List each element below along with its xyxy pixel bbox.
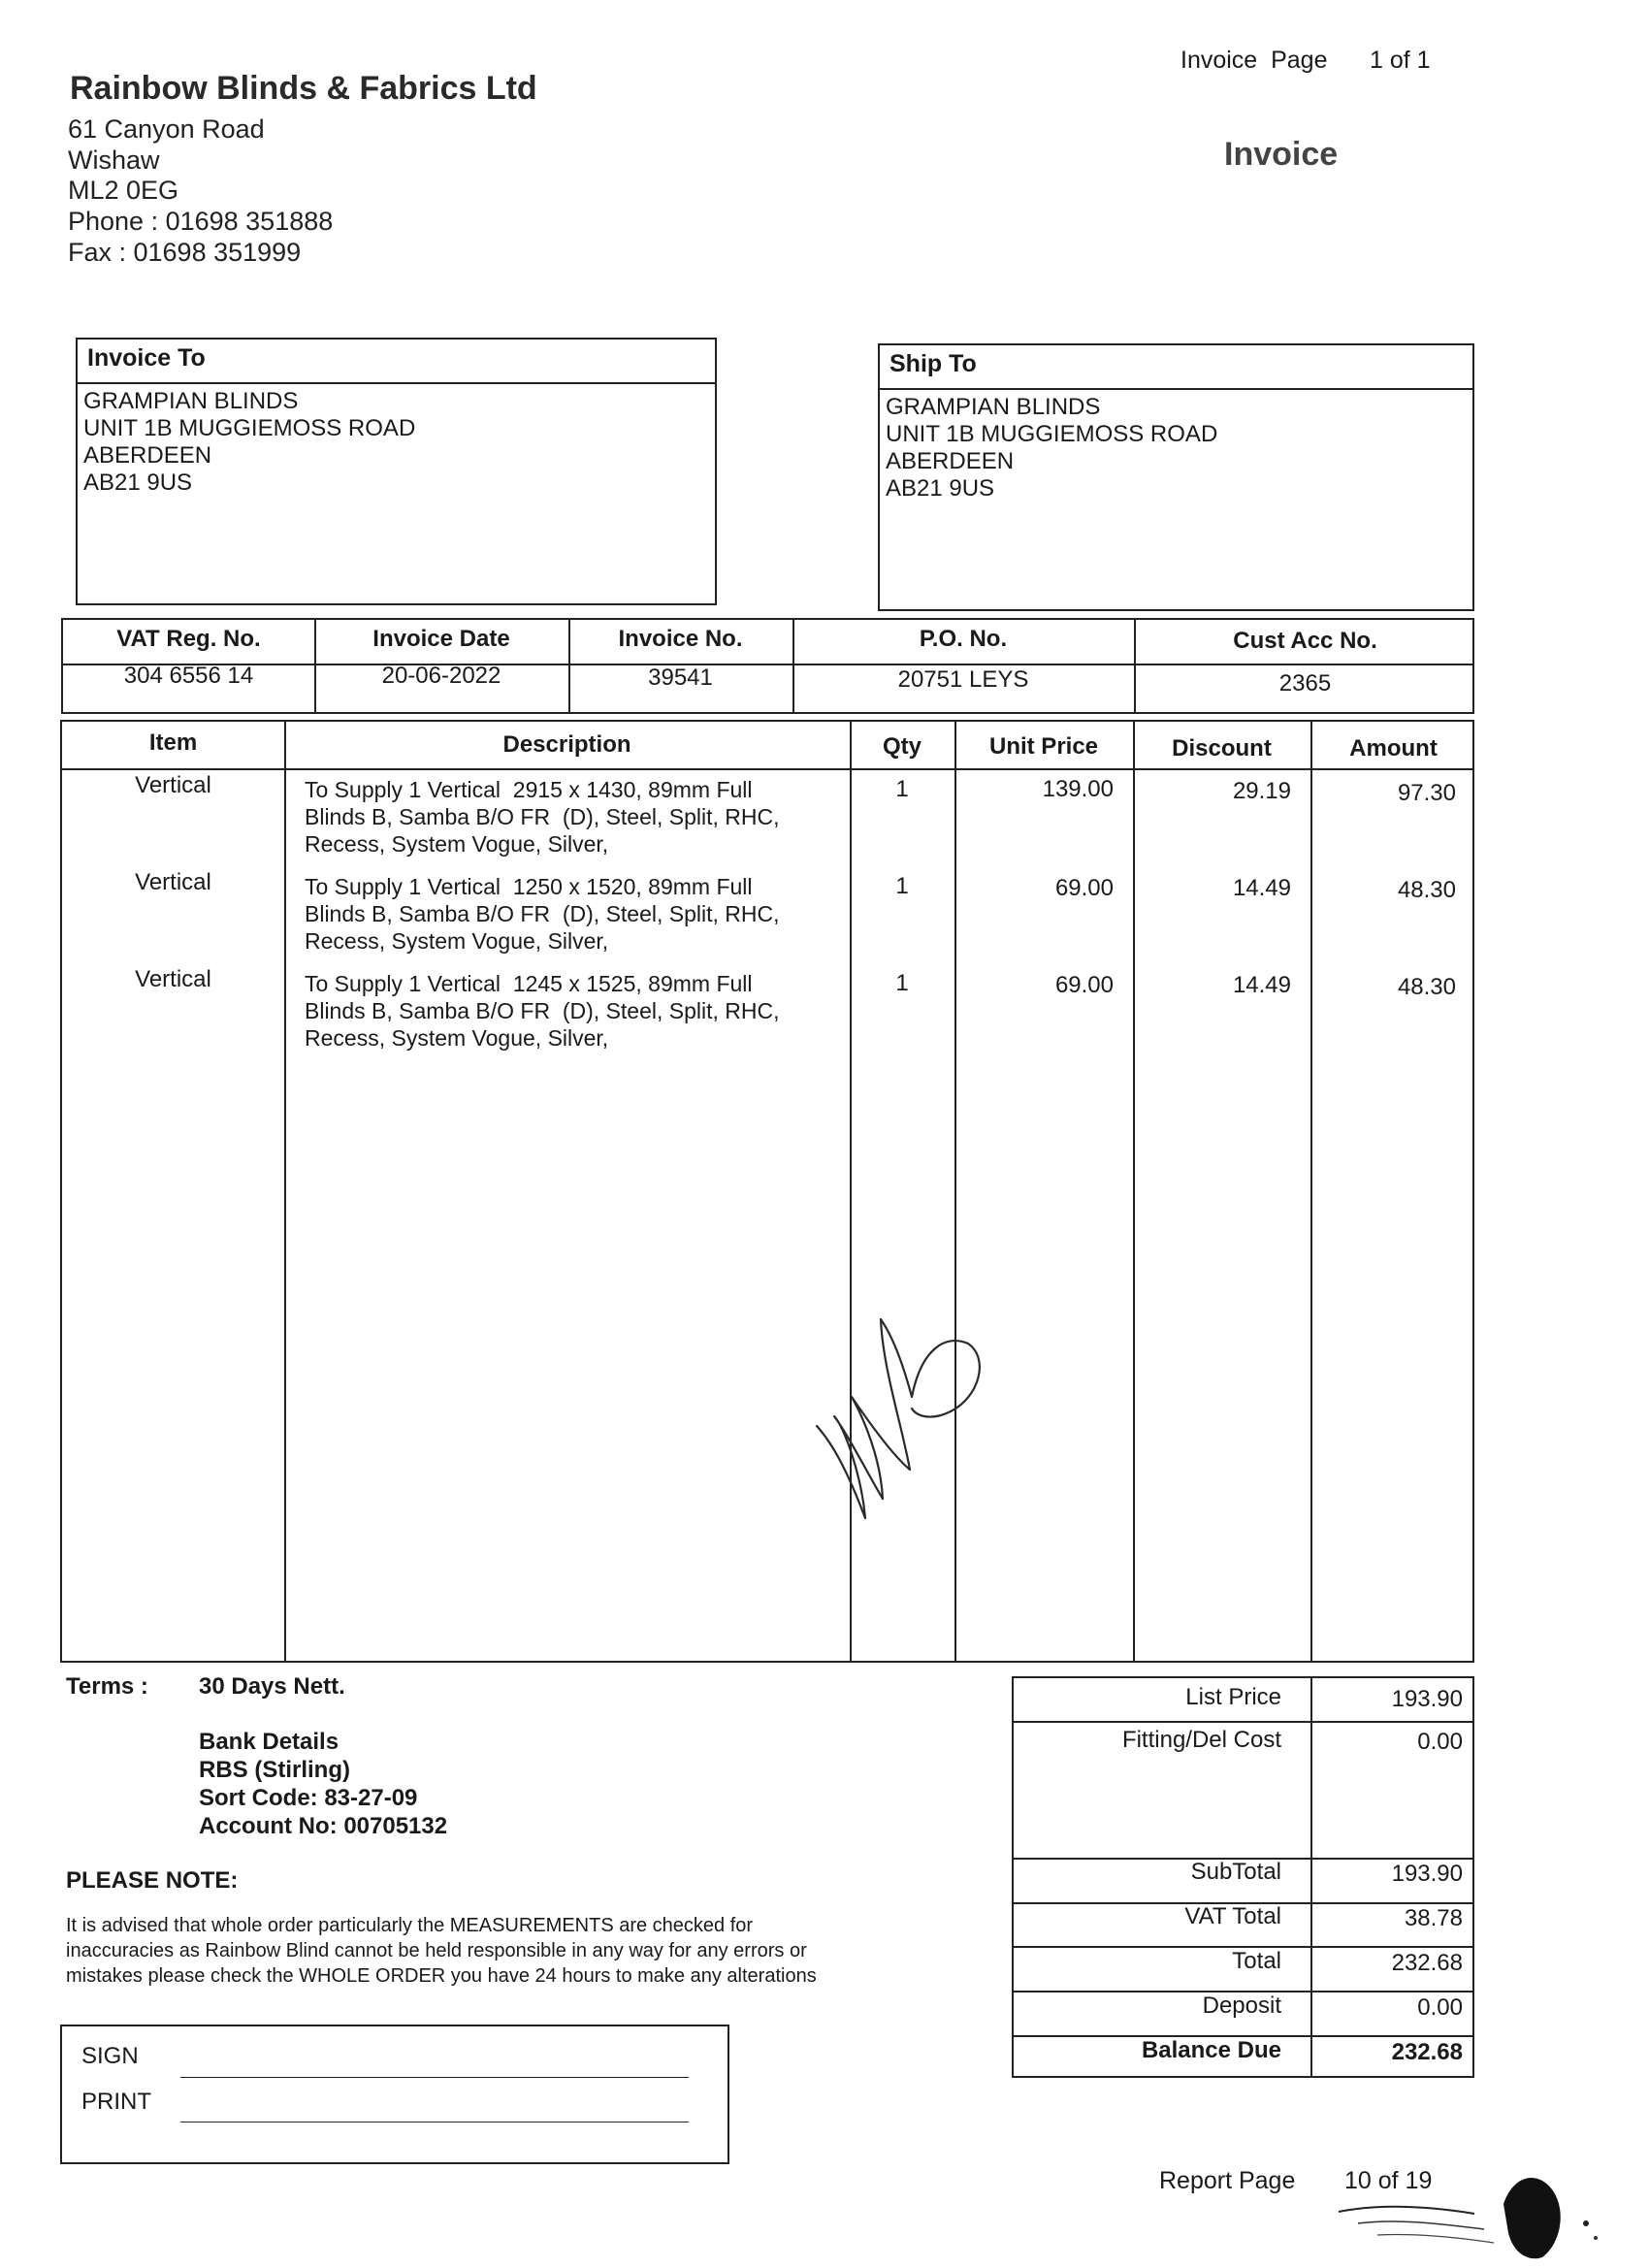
ship-to-line: UNIT 1B MUGGIEMOSS ROAD (886, 421, 1218, 447)
unit-price-header: Unit Price (988, 733, 1099, 760)
handwritten-initials-signature (805, 1290, 1009, 1533)
invoice-date-header: Invoice Date (372, 626, 510, 652)
company-postcode: ML2 0EG (68, 176, 179, 205)
company-address-line: 61 Canyon Road (68, 114, 265, 144)
invoice-meta-table (61, 618, 1474, 714)
invoice-to-line: UNIT 1B MUGGIEMOSS ROAD (83, 415, 416, 441)
vat-total-value: 38.78 (1404, 1905, 1463, 1931)
invoice-no-header: Invoice No. (618, 626, 743, 652)
description-cell: To Supply 1 Vertical 1250 x 1520, 89mm Full Blinds B, Samba B/O FR (D), Steel, Split, RHC, Recess, System Vogue, Silver, (305, 874, 780, 954)
description-cell: To Supply 1 Vertical 2915 x 1430, 89mm Full Blinds B, Samba B/O FR (D), Steel, Split, RHC, Recess, System Vogue, Silver, (305, 777, 780, 857)
vat-total-label: VAT Total (1184, 1903, 1281, 1929)
terms-value: 30 Days Nett. (199, 1673, 345, 1700)
ship-to-heading: Ship To (880, 345, 1472, 390)
item-cell: Vertical (135, 869, 211, 895)
invoice-page-label: Invoice Page (1180, 47, 1328, 74)
unit-price-cell: 69.00 (1054, 972, 1114, 998)
scan-smudge-mark (1319, 2165, 1610, 2262)
discount-cell: 29.19 (1232, 778, 1291, 804)
account-number: Account No: 00705132 (199, 1813, 448, 1839)
description-cell: To Supply 1 Vertical 1245 x 1525, 89mm Full Blinds B, Samba B/O FR (D), Steel, Split, RHC, Recess, System Vogue, Silver, (305, 971, 780, 1051)
total-label: Total (1232, 1948, 1281, 1974)
item-cell: Vertical (135, 966, 211, 992)
discount-cell: 14.49 (1232, 875, 1291, 901)
unit-price-cell: 69.00 (1054, 875, 1114, 901)
subtotal-value: 193.90 (1391, 1861, 1463, 1887)
invoice-page-number: 1 of 1 (1370, 47, 1431, 74)
balance-due-label: Balance Due (1141, 2037, 1281, 2063)
subtotal-label: SubTotal (1190, 1859, 1281, 1885)
deposit-value: 0.00 (1417, 1994, 1463, 2021)
discount-cell: 14.49 (1232, 972, 1291, 998)
cust-acc-header: Cust Acc No. (1233, 628, 1377, 654)
report-page-number: 10 of 19 (1344, 2167, 1433, 2194)
qty-header: Qty (882, 733, 922, 760)
description-header: Description (502, 731, 631, 758)
invoice-to-line: GRAMPIAN BLINDS (83, 388, 299, 414)
sign-label: SIGN (81, 2043, 139, 2069)
totals-box (1012, 1676, 1474, 2078)
invoice-to-box (76, 338, 717, 605)
invoice-to-line: ABERDEEN (83, 442, 212, 469)
ship-to-line: GRAMPIAN BLINDS (886, 394, 1101, 420)
amount-header: Amount (1349, 735, 1438, 761)
sort-code: Sort Code: 83-27-09 (199, 1785, 418, 1811)
report-page-label: Report Page (1159, 2167, 1296, 2194)
cust-acc-value: 2365 (1278, 670, 1332, 697)
amount-cell: 48.30 (1397, 877, 1456, 903)
deposit-label: Deposit (1202, 1993, 1281, 2019)
sign-line[interactable] (180, 2077, 689, 2078)
bank-name: RBS (Stirling) (199, 1757, 350, 1783)
qty-cell: 1 (895, 970, 909, 996)
fitting-cost-label: Fitting/Del Cost (1121, 1727, 1281, 1753)
po-no-value: 20751 LEYS (897, 666, 1029, 693)
discount-header: Discount (1172, 735, 1272, 761)
company-phone: Phone : 01698 351888 (68, 207, 334, 236)
amount-cell: 48.30 (1397, 974, 1456, 1000)
invoice-date-value: 20-06-2022 (381, 663, 501, 689)
please-note-heading: PLEASE NOTE: (66, 1867, 239, 1894)
vat-reg-value: 304 6556 14 (123, 663, 254, 689)
vat-reg-header: VAT Reg. No. (116, 626, 261, 652)
unit-price-cell: 139.00 (1042, 776, 1114, 802)
terms-label: Terms : (66, 1673, 148, 1700)
company-fax: Fax : 01698 351999 (68, 238, 302, 267)
item-cell: Vertical (135, 772, 211, 798)
balance-due-value: 232.68 (1391, 2039, 1463, 2065)
qty-cell: 1 (895, 873, 909, 899)
company-name: Rainbow Blinds & Fabrics Ltd (70, 70, 537, 107)
sign-print-box (60, 2025, 729, 2164)
total-value: 232.68 (1391, 1950, 1463, 1976)
item-header: Item (148, 729, 198, 756)
ship-to-line: AB21 9US (886, 475, 995, 502)
company-address-line: Wishaw (68, 146, 160, 175)
fitting-cost-value: 0.00 (1417, 1729, 1463, 1755)
ship-to-box (878, 343, 1474, 611)
ship-to-line: ABERDEEN (886, 448, 1015, 474)
invoice-title: Invoice (1224, 136, 1339, 173)
please-note-text: It is advised that whole order particularly the MEASUREMENTS are checked for inaccuracies as Rainbow Blind cannot be held responsible in any way for any errors or mistakes please check the WHOLE ORDER you have 24 hours to make any alterations (66, 1915, 817, 1987)
qty-cell: 1 (895, 776, 909, 802)
list-price-label: List Price (1185, 1684, 1281, 1710)
items-table (60, 720, 1474, 1663)
invoice-to-line: AB21 9US (83, 470, 193, 496)
bank-details-heading: Bank Details (199, 1729, 340, 1755)
po-no-header: P.O. No. (919, 626, 1008, 652)
invoice-no-value: 39541 (648, 664, 713, 691)
list-price-value: 193.90 (1391, 1686, 1463, 1712)
print-label: PRINT (81, 2089, 151, 2115)
invoice-to-heading: Invoice To (78, 340, 715, 384)
amount-cell: 97.30 (1397, 780, 1456, 806)
